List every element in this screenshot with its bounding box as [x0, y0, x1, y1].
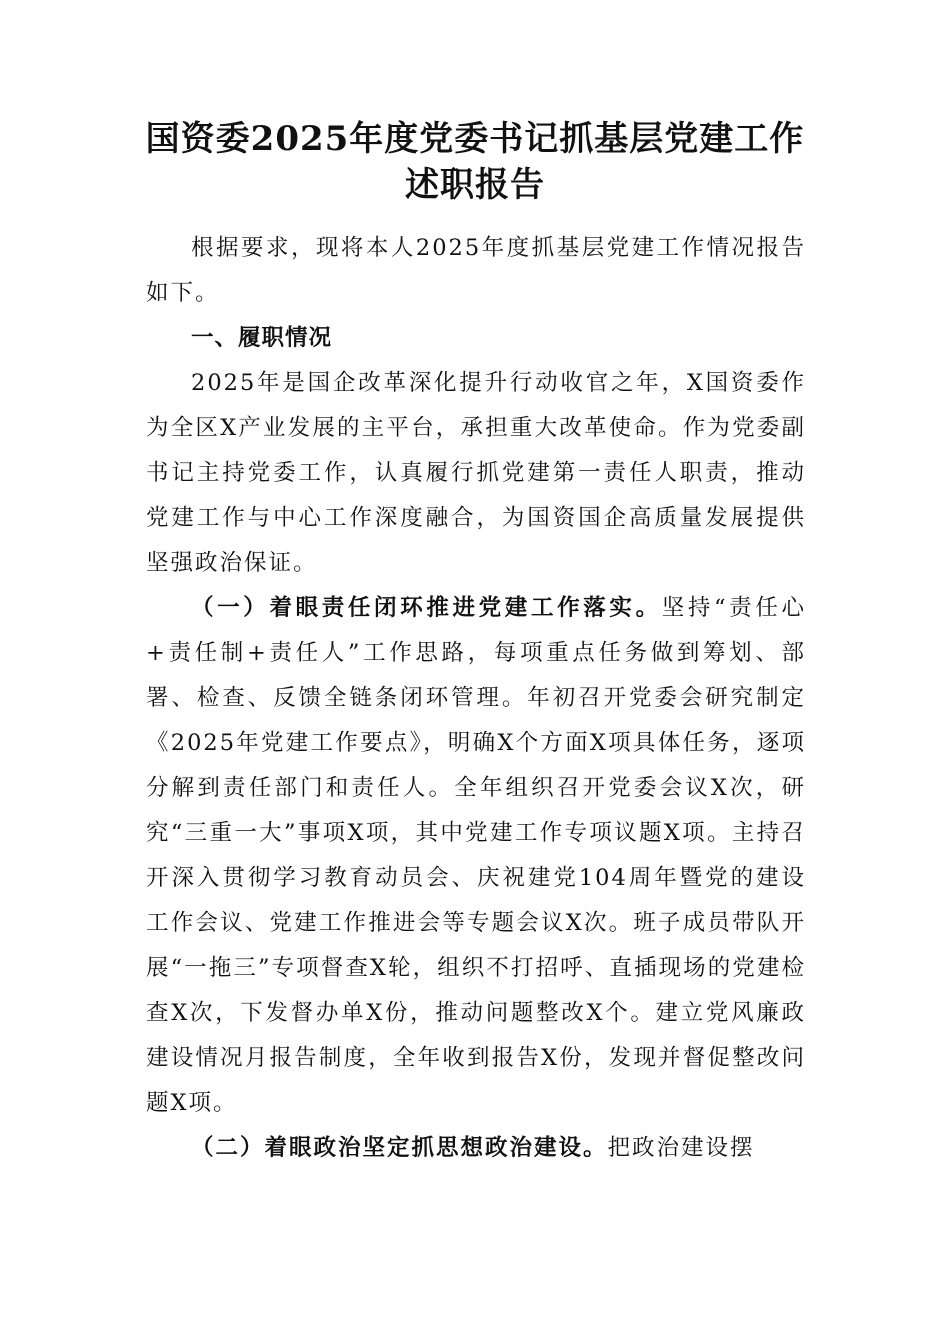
item-paragraph-1 — [146, 586, 806, 1126]
item-text-1: 坚持“责任心+责任制+责任人”工作思路，每项重点任务做到筹划、部署、检查、反馈全链条闭环管理。年初召开党委会研究制定《2025年党建工作要点》，明确X个方面X项具体任务，逐项分解到责任部门和责任人。全年组织召开党委会议X次，研究“三重一大”事项X项，其中党建工作专项议题X项。主持召开深入贯彻学习教育动员会、庆祝建党104周年暨党的建设工作会议、党建工作推进会等专题会议X次。班子成员带队开展“一拖三”专项督查X轮，组织不打招呼、直插现场的党建检查X次，下发督办单X份，推动问题整改X个。建立党风廉政建设情况月报告制度，全年收到报告X份，发现并督促整改问题X项。 — [146, 595, 806, 1116]
section-paragraph: 2025年是国企改革深化提升行动收官之年，X国资委作为全区X产业发展的主平台，承担重大改革使命。作为党委副书记主持党委工作，认真履行抓党建第一责任人职责，推动党建工作与中心工作深度融合，为国资国企高质量发展提供坚强政治保证。 — [146, 370, 806, 576]
section-heading: 一、履职情况 — [191, 325, 333, 351]
document-title-line1: 国资委2025年度党委书记抓基层党建工作 — [145, 119, 805, 159]
item-paragraph-2 — [146, 1126, 806, 1171]
intro-paragraph: 根据要求，现将本人2025年度抓基层党建工作情况报告如下。 — [146, 235, 806, 306]
item-text-2: 把政治建设摆 — [607, 1135, 755, 1161]
document-title-line2: 述职报告 — [405, 165, 545, 205]
item-heading-1: （一）着眼责任闭环推进党建工作落实。 — [191, 595, 662, 621]
item-heading-2: （二）着眼政治坚定抓思想政治建设。 — [191, 1135, 608, 1161]
document-body — [146, 226, 806, 1171]
